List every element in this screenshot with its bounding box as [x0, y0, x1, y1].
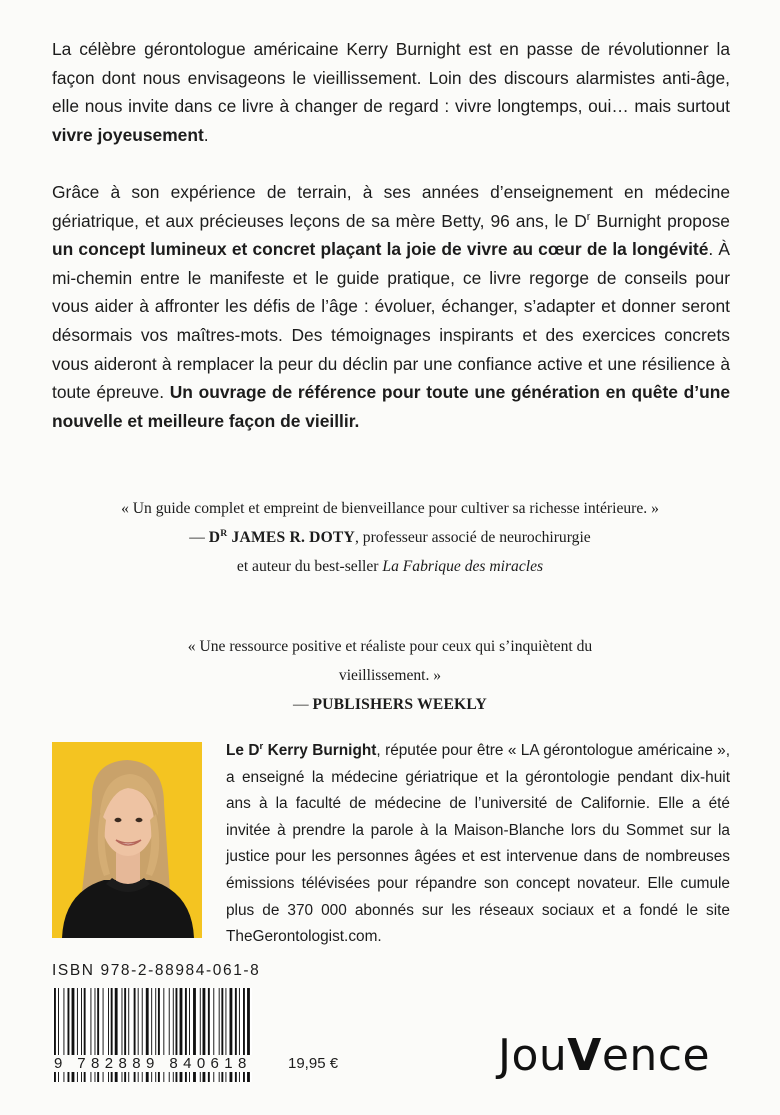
blurb-text: .: [203, 124, 209, 145]
review-quote-2: [90, 632, 690, 719]
isbn-label: ISBN 978-2-88984-061-8: [52, 962, 261, 979]
attribution-dash: —: [292, 696, 313, 713]
publisher-logo: [498, 1030, 710, 1081]
attribution-dash: —: [189, 529, 209, 546]
quote-text: « Un guide complet et empreint de bienveillance pour cultiver sa richesse intérieure. »: [121, 500, 659, 517]
blurb-emphasis: un concept lumineux et concret plaçant la joie de vivre au cœur de la longévité: [52, 239, 709, 260]
portrait-icon: [52, 742, 202, 938]
author-role: , professeur associé de neurochirurgie: [355, 529, 591, 546]
author-name: JAMES R. DOTY: [227, 529, 355, 546]
author-title: D: [208, 529, 221, 546]
blurb-paragraph-2: [52, 178, 730, 435]
bio-text: , réputée pour être « LA gérontologue américaine », a enseigné la médecine gériatrique et la gérontologie pendant dix-huit ans à la faculté de médecine de l’université de Californie. Elle a été invitée à prendre la parole à la Maison-Blanche lors du Sommet sur la justice pour les personnes âgées et est intervenue dans de nombreuses émissions télévisées pour répandre son concept novateur. Elle cumule plus de 370 000 abonnés sur les réseaux sociaux et a fondé le site TheGerontologist.com.: [226, 742, 730, 946]
logo-part: Jou: [498, 1030, 568, 1081]
barcode-digits: 9 782889 840618: [54, 1055, 252, 1072]
blurb-text: Burnight propose: [590, 210, 730, 231]
blurb-paragraph-1: [52, 35, 730, 149]
quote-attribution: [90, 523, 690, 552]
quote-attribution-line2: [90, 552, 690, 581]
logo-v: V: [567, 1030, 602, 1081]
author-credit: et auteur du best-seller: [236, 558, 383, 575]
author-title-sup: R: [220, 527, 228, 539]
blurb-text: Grâce à son expérience de terrain, à ses années d’enseignement en médecine gériatrique, et aux précieuses leçons de sa mère Betty, 96 ans, le D: [52, 182, 730, 231]
logo-part: ence: [601, 1030, 711, 1081]
review-quote-1: [90, 494, 690, 581]
quote-attribution: [90, 690, 690, 719]
blurb-text: La célèbre gérontologue américaine Kerry Burnight est en passe de révolutionner la façon dont nous envisageons le vieillissement. Loin des discours alarmistes anti-âge, elle nous invite dans ce livre à changer de regard : vivre longtemps, oui… mais surtout: [52, 39, 730, 117]
title-superscript: r: [586, 210, 591, 223]
price: 19,95 €: [288, 1055, 339, 1072]
quote-text: « Une ressource positive et réaliste pour ceux qui s’inquiètent du vieillissement. »: [187, 638, 593, 684]
blurb-emphasis: vivre joyeusement: [52, 124, 204, 145]
bio-name: Kerry Burnight: [263, 742, 377, 759]
bio-name: Le D: [226, 742, 260, 759]
author-portrait: [52, 742, 202, 938]
quote-source: PUBLISHERS WEEKLY: [312, 696, 488, 713]
author-bio: [226, 738, 730, 951]
blurb-text: . À mi-chemin entre le manifeste et le guide pratique, ce livre regorge de conseils pour vous aider à affronter les défis de l’âge : évoluer, échanger, s’adapter et donner seront désormais vos maîtres-mots. Des témoignages inspirants et des exercices concrets vous aideront à remplacer la peur du déclin par une confiance active et une résilience à toute épreuve.: [52, 239, 730, 403]
book-title: La Fabrique des miracles: [382, 558, 544, 575]
blurb-emphasis: Un ouvrage de référence pour toute une génération en quête d’une nouvelle et meilleure façon de vieillir.: [52, 382, 730, 431]
bio-name-sup: r: [259, 740, 264, 752]
